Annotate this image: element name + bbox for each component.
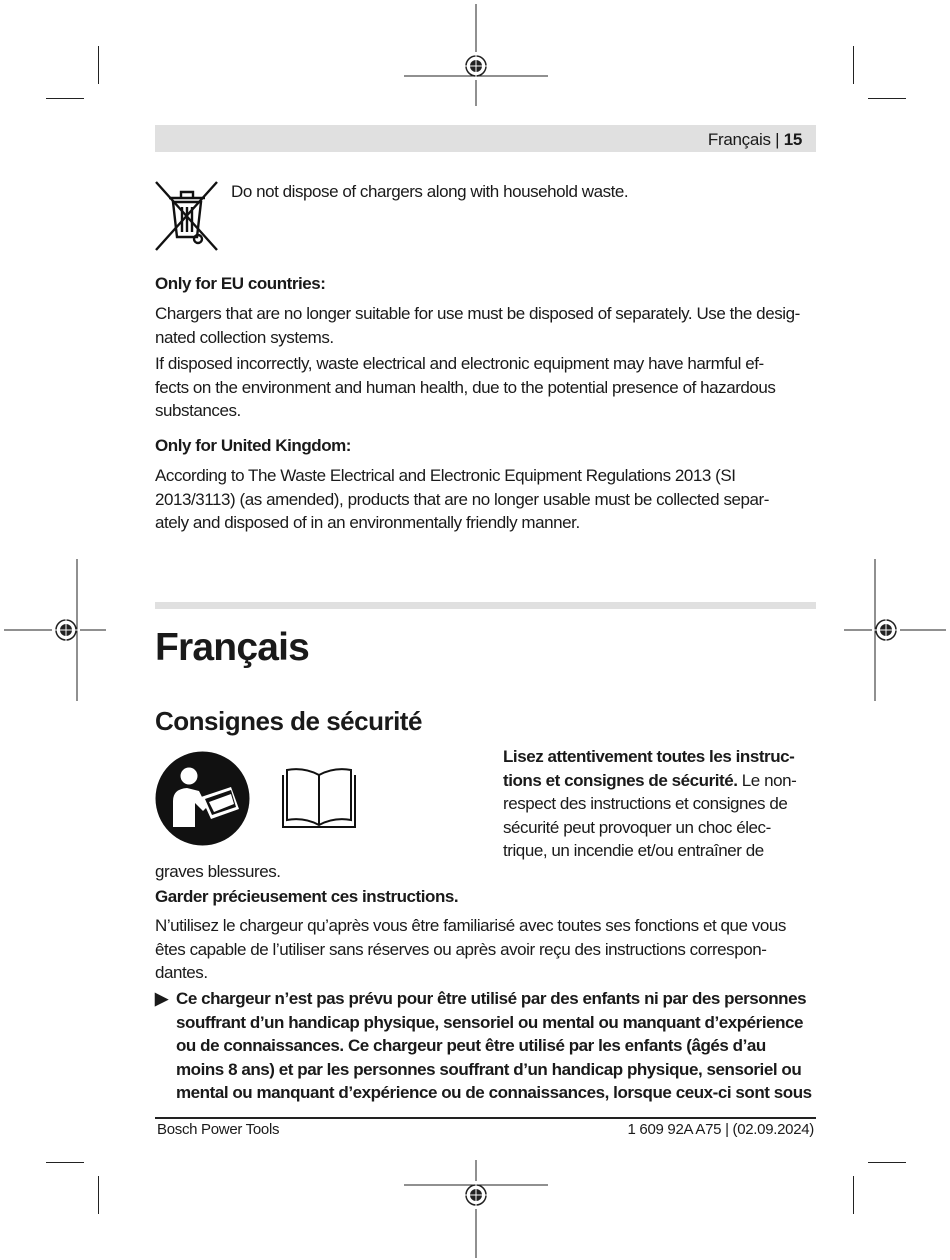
eu-paragraph-1-line-2: nated collection systems.: [155, 327, 334, 347]
safety-warning: [503, 745, 808, 863]
disposal-note: Do not dispose of chargers along with household waste.: [231, 182, 629, 201]
uk-paragraph-line-3: ately and disposed of in an environmentally friendly manner.: [155, 513, 580, 532]
bullet-line-5: mental ou manquant d’expérience ou de connaissances, lorsque ceux-ci sont sous: [176, 1083, 812, 1102]
running-header: [708, 130, 802, 150]
registration-mark-right: [840, 555, 950, 705]
registration-mark-left: [0, 555, 110, 705]
intro-line-1: N’utilisez le chargeur qu’après vous être familiarisé avec toutes ses fonctions et que vous: [155, 916, 786, 935]
header-separator: |: [775, 130, 780, 149]
bullet-line-4: moins 8 ans) et par les personnes souffrant d’un handicap physique, sensoriel ou: [176, 1059, 802, 1079]
eu-paragraph-2-line-1: If disposed incorrectly, waste electrical and electronic equipment may have harmful ef-: [155, 354, 764, 373]
footer-rule: [155, 1117, 816, 1119]
registration-mark-top: [400, 0, 550, 110]
warning-line-6: graves blessures.: [155, 862, 281, 881]
warning-bold-line-1: Lisez attentivement toutes les instruc-: [503, 747, 795, 766]
intro-line-2: êtes capable de l’utiliser sans réserves ou après avoir reçu des instructions correspon-: [155, 939, 767, 959]
eu-paragraph-2-line-3: substances.: [155, 401, 241, 420]
footer-right: 1 609 92A A75 | (02.09.2024): [627, 1121, 814, 1138]
read-manual-person-icon: [155, 751, 250, 846]
section-title: Français: [155, 626, 310, 669]
keep-instructions: Garder précieusement ces instructions.: [155, 887, 459, 906]
warning-line-2: tions et consignes de sécurité. Le non-: [503, 770, 797, 790]
header-language: Français: [707, 130, 771, 149]
section-separator: [155, 602, 816, 609]
bullet-line-2: souffrant d’un handicap physique, sensoriel ou mental ou manquant d’expérience: [176, 1012, 804, 1032]
crossed-out-wheelie-bin-icon: [153, 180, 221, 252]
intro-line-3: dantes.: [155, 963, 208, 982]
warning-line-3: respect des instructions et consignes de: [503, 794, 788, 813]
open-book-icon: [278, 765, 360, 833]
footer-left: Bosch Power Tools: [157, 1121, 280, 1138]
bullet-line-1: Ce chargeur n’est pas prévu pour être utilisé par des enfants ni par des personnes: [176, 989, 807, 1008]
registration-mark-bottom: [400, 1160, 550, 1260]
uk-paragraph-line-2: 2013/3113) (as amended), products that are no longer usable must be collected separ-: [155, 489, 769, 509]
bullet-marker: ▶: [155, 989, 168, 1008]
bullet-line-3: ou de connaissances. Ce chargeur peut être utilisé par les enfants (âgés d’au: [176, 1036, 766, 1055]
eu-heading: Only for EU countries:: [155, 274, 326, 293]
warning-line-5: trique, un incendie et/ou entraîner de: [503, 841, 764, 860]
eu-paragraph-2-line-2: fects on the environment and human health, due to the potential presence of hazardous: [155, 377, 776, 397]
uk-heading: Only for United Kingdom:: [155, 436, 352, 455]
bullet-text: [176, 987, 820, 1105]
uk-paragraph-line-1: According to The Waste Electrical and Electronic Equipment Regulations 2013 (SI: [155, 466, 736, 485]
page-number: 15: [783, 130, 802, 149]
warning-line-4: sécurité peut provoquer un choc élec-: [503, 817, 771, 837]
safety-heading: Consignes de sécurité: [155, 706, 422, 736]
eu-paragraph-1-line-1: Chargers that are no longer suitable for use must be disposed of separately. Use the desig-: [155, 304, 800, 323]
